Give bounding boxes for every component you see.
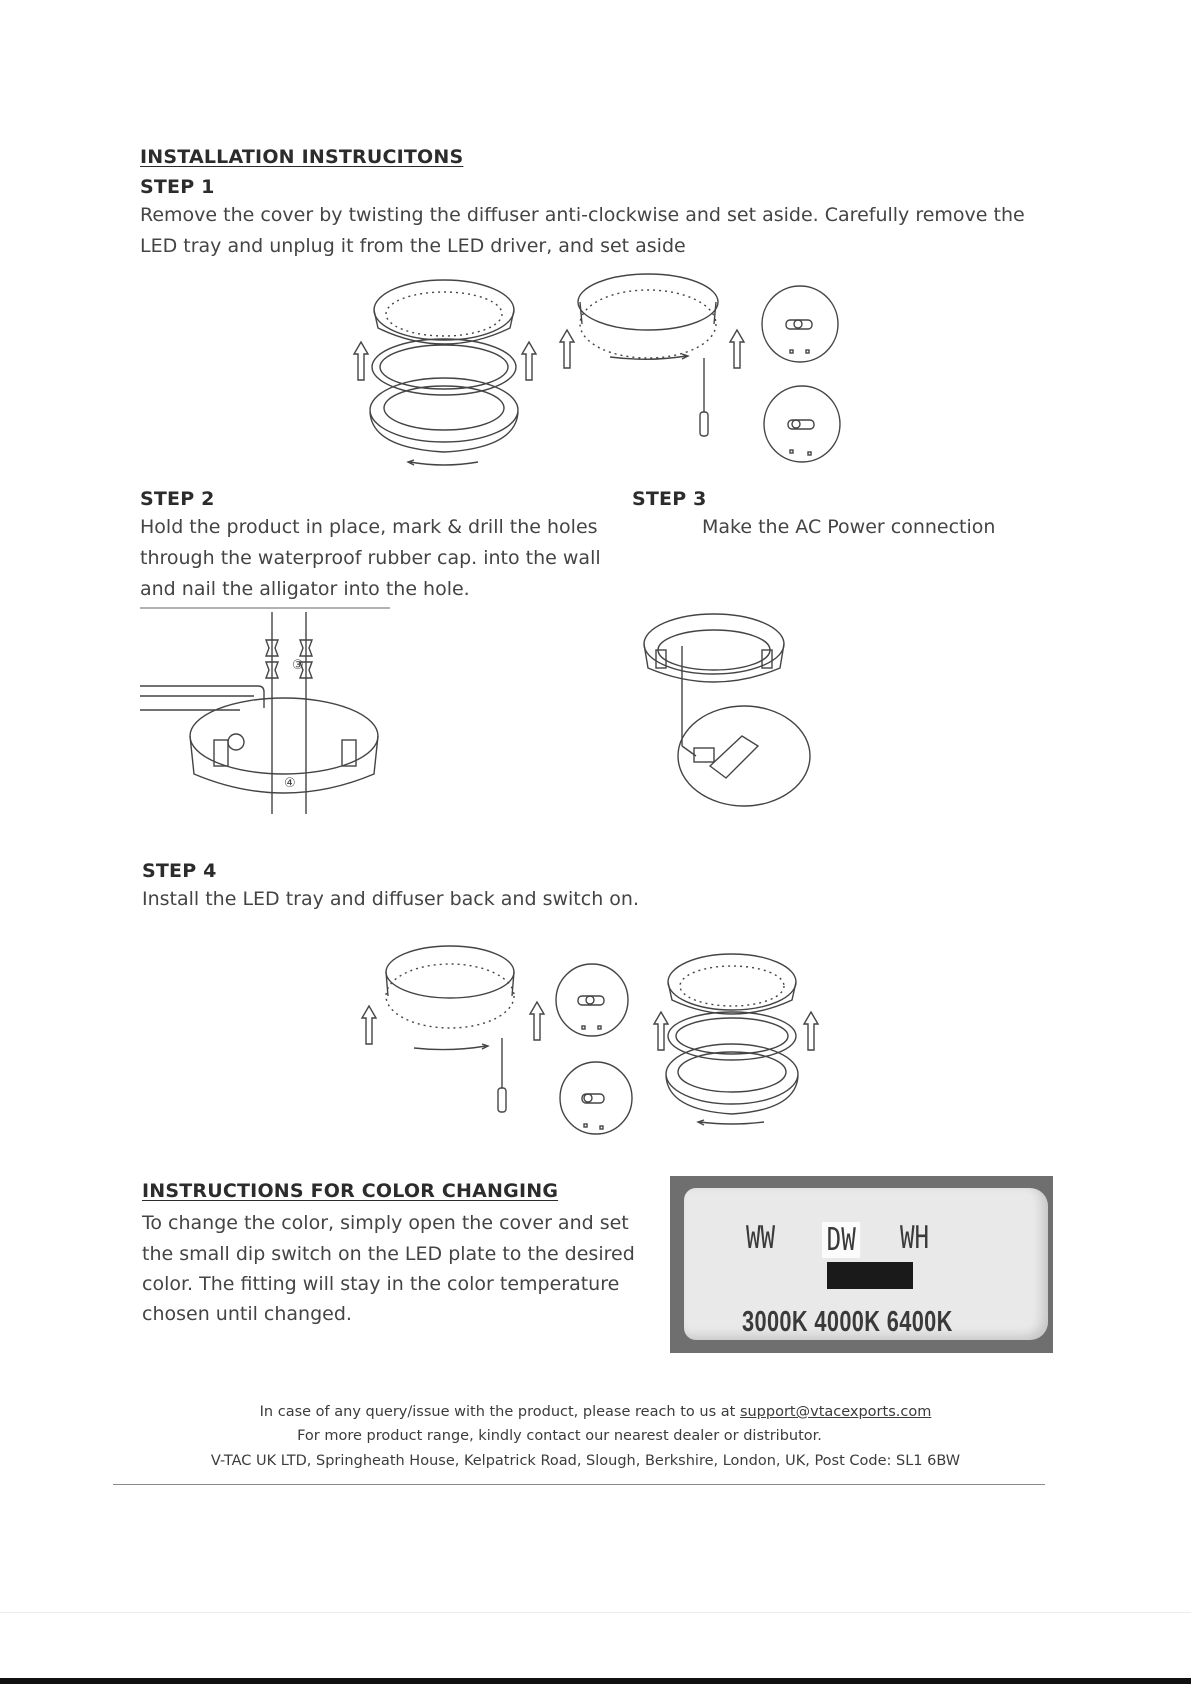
up-arrow-icon bbox=[354, 342, 368, 380]
keyhole-detail-bottom bbox=[560, 1062, 632, 1134]
support-email-link[interactable]: support@vtacexports.com bbox=[739, 1404, 932, 1420]
wall-drawing bbox=[140, 686, 264, 710]
screwdriver-icon bbox=[700, 358, 708, 436]
step-3-heading: STEP 3 bbox=[632, 488, 707, 510]
led-tray-drawing bbox=[374, 280, 514, 344]
scan-artifact-line bbox=[0, 1612, 1191, 1613]
step-2-text-line-1: Hold the product in place, mark & drill the holes bbox=[140, 516, 598, 538]
step-4-text: Install the LED tray and diffuser back and switch on. bbox=[142, 888, 639, 910]
switch-slider bbox=[827, 1262, 913, 1289]
callout-3: ③ bbox=[292, 658, 304, 673]
up-arrow-icon bbox=[362, 1006, 376, 1044]
up-arrow-icon bbox=[530, 1002, 544, 1040]
open-fitting-drawing bbox=[578, 274, 718, 359]
switch-label-ww: WW bbox=[746, 1220, 776, 1256]
step-3-figure bbox=[632, 606, 812, 816]
scan-bottom-edge bbox=[0, 1678, 1191, 1684]
switch-plate bbox=[684, 1188, 1048, 1340]
dip-switch-photo bbox=[670, 1176, 1053, 1353]
led-tray-drawing bbox=[668, 954, 796, 1014]
step-1-heading: STEP 1 bbox=[140, 176, 215, 198]
footer-divider bbox=[113, 1484, 1045, 1485]
keyhole-detail-bottom bbox=[764, 386, 840, 462]
diffuser-base-drawing bbox=[666, 1044, 798, 1125]
step-2-figure bbox=[140, 606, 400, 816]
step-1-text-line-1: Remove the cover by twisting the diffuser anti-clockwise and set aside. Carefully remove the bbox=[140, 204, 1025, 226]
keyhole-detail-top bbox=[762, 286, 838, 362]
color-text-line-1: To change the color, simply open the cover and set bbox=[142, 1212, 629, 1234]
back-plate-drawing bbox=[678, 706, 810, 806]
keyhole-detail-top bbox=[556, 964, 628, 1036]
switch-label-dw: DW bbox=[822, 1222, 860, 1258]
step-1-text-line-2: LED tray and unplug it from the LED driver, and set aside bbox=[140, 235, 686, 257]
switch-temperatures: 3000K 4000K 6400K bbox=[742, 1306, 953, 1338]
up-arrow-icon bbox=[654, 1012, 668, 1050]
power-cable-icon bbox=[682, 646, 696, 756]
step-2-heading: STEP 2 bbox=[140, 488, 215, 510]
fitting-cover-drawing bbox=[644, 614, 784, 682]
up-arrow-icon bbox=[804, 1012, 818, 1050]
up-arrow-icon bbox=[560, 330, 574, 368]
screw-plug-icon bbox=[266, 612, 278, 814]
step-3-text: Make the AC Power connection bbox=[702, 516, 996, 538]
up-arrow-icon bbox=[730, 330, 744, 368]
color-heading: INSTRUCTIONS FOR COLOR CHANGING bbox=[142, 1180, 559, 1202]
open-fitting-drawing bbox=[386, 946, 514, 1050]
switch-label-wh: WH bbox=[900, 1220, 930, 1256]
step-4-heading: STEP 4 bbox=[142, 860, 217, 882]
footer-contact-text: In case of any query/issue with the product, please reach to us at bbox=[259, 1404, 740, 1420]
step-2-text-line-3: and nail the alligator into the hole. bbox=[140, 578, 470, 600]
color-text-line-2: the small dip switch on the LED plate to the desired bbox=[142, 1243, 635, 1265]
footer-contact-line bbox=[0, 1404, 1191, 1420]
footer-dealer-line: For more product range, kindly contact our nearest dealer or distributor. bbox=[297, 1428, 822, 1444]
screwdriver-icon bbox=[498, 1038, 506, 1112]
color-text-line-4: chosen until changed. bbox=[142, 1303, 352, 1325]
screw-plug-icon bbox=[300, 612, 312, 814]
step-2-text-line-2: through the waterproof rubber cap. into the wall bbox=[140, 547, 601, 569]
up-arrow-icon bbox=[522, 342, 536, 380]
step-4-figure bbox=[360, 940, 830, 1140]
footer-address-line: V-TAC UK LTD, Springheath House, Kelpatrick Road, Slough, Berkshire, London, UK, Post Code: SL1 6BW bbox=[210, 1453, 961, 1469]
step-1-figure bbox=[350, 262, 860, 477]
diffuser-base-drawing bbox=[370, 378, 518, 465]
color-text-line-3: color. The fitting will stay in the color temperature bbox=[142, 1273, 620, 1295]
page-title: INSTALLATION INSTRUCITONS bbox=[140, 146, 464, 168]
callout-4: ④ bbox=[284, 776, 296, 791]
diffuser-ring-drawing bbox=[668, 1012, 796, 1060]
